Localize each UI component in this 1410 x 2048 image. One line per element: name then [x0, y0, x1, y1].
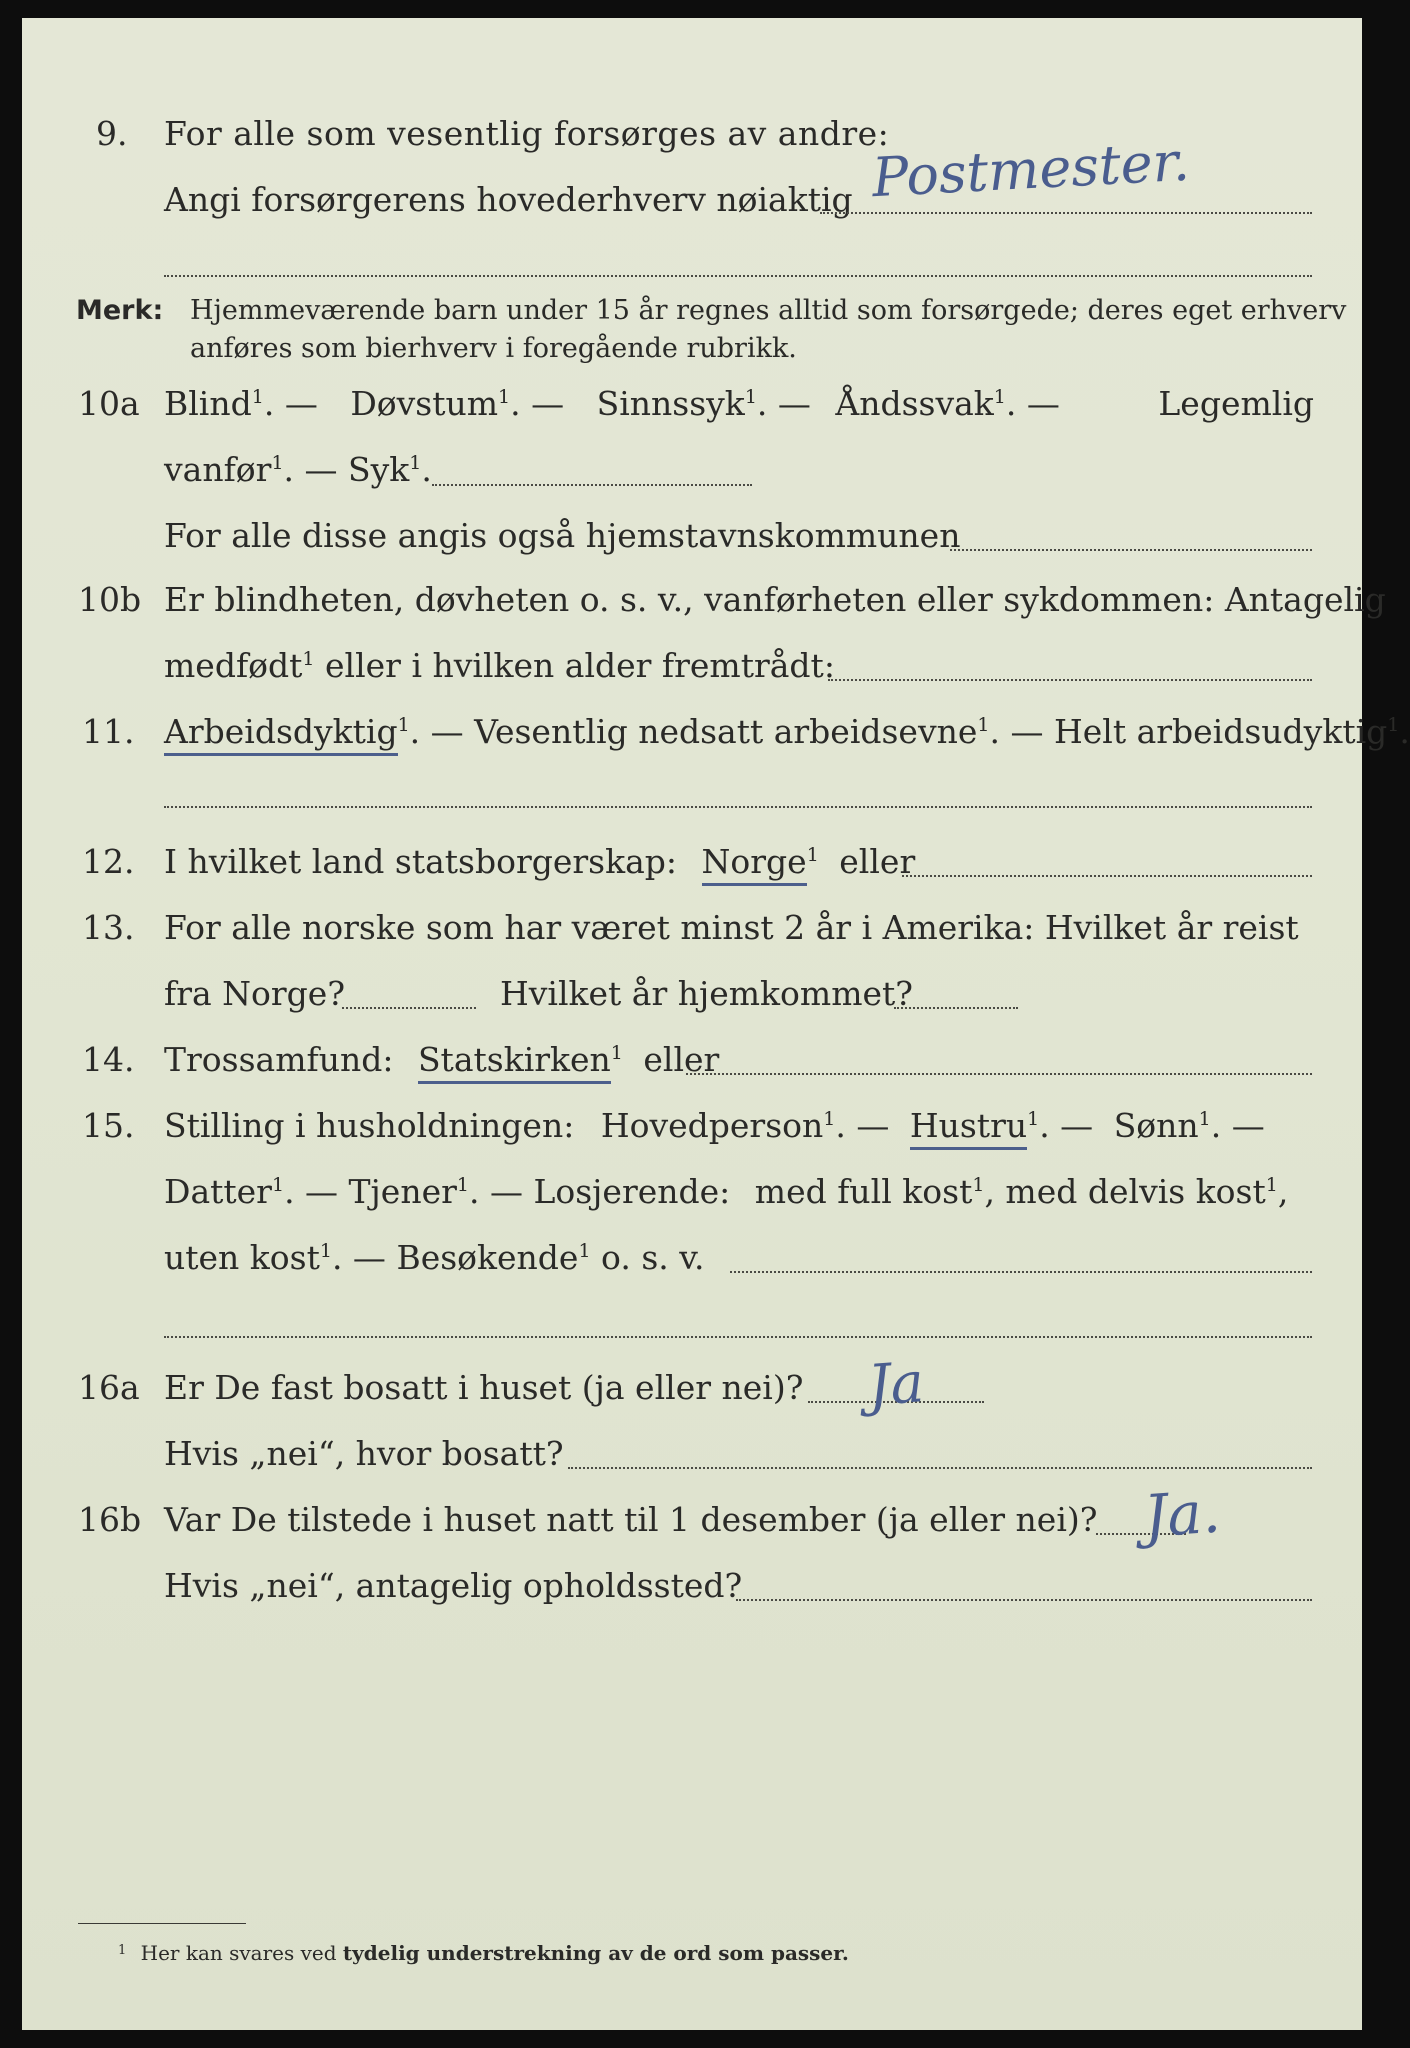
option-besokende: Besøkende — [396, 1238, 579, 1277]
option-hustru-underlined: Hustru — [910, 1106, 1027, 1150]
q13-number: 13. — [82, 908, 135, 947]
q13-fra: fra Norge? — [164, 974, 346, 1013]
q10b-line2: medfødt$^1$ eller i hvilken alder fremtrådt: — [164, 646, 835, 685]
q10b-answer-line — [828, 679, 1312, 681]
option-sonn: Sønn — [1113, 1106, 1199, 1145]
q14-number: 14. — [82, 1040, 135, 1079]
footnote-rule — [78, 1923, 246, 1924]
option-vesentlig-nedsatt: Vesentlig nedsatt arbeidsevne — [474, 712, 978, 751]
option-vanfor: vanfør — [164, 450, 272, 489]
q14-line: Trossamfund: Statskirken$^1$ eller — [164, 1040, 719, 1080]
q15-answer-line — [730, 1271, 1312, 1273]
q16a-line1: Er De fast bosatt i huset (ja eller nei)? — [164, 1368, 804, 1407]
q10a-line2: vanfør$^1$. — Syk$^1$. — [164, 450, 432, 489]
q14-text: Trossamfund: — [164, 1040, 394, 1079]
merk-note — [76, 294, 1347, 364]
q9-number: 9. — [96, 114, 128, 153]
q16a-handwritten-answer: Ja — [865, 1350, 927, 1419]
q10a-number: 10a — [78, 384, 140, 423]
q15-number: 15. — [82, 1106, 135, 1145]
option-losjerende: Losjerende: — [533, 1172, 731, 1211]
option-andssvak: Åndssvak — [835, 384, 994, 423]
q10a-line3: For alle disse angis også hjemstavnskommunen — [164, 516, 961, 555]
q9-line2: Angi forsørgerens hovederhverv nøiaktig — [164, 180, 853, 219]
option-med-delvis-kost: med delvis kost — [1005, 1172, 1266, 1211]
q11-line: Arbeidsdyktig$^1$. — Vesentlig nedsatt arbeidsevne$^1$. — Helt arbeidsudyktig$^1$. — [164, 712, 1410, 752]
option-arbeidsdyktig-underlined: Arbeidsdyktig — [164, 712, 398, 756]
footnote-text-bold: tydelig understrekning av de ord som passer. — [342, 1941, 849, 1965]
q11-number: 11. — [82, 712, 135, 751]
option-medfodt: medfødt — [164, 646, 303, 685]
q12-eller: eller — [839, 842, 916, 881]
q15-line2: Datter$^1$. — Tjener$^1$. — Losjerende: med full kost$^1$, med delvis kost$^1$, — [164, 1172, 1289, 1211]
option-legemlig: Legemlig — [1158, 384, 1314, 423]
q10a-kommune-line — [950, 549, 1312, 551]
option-uten-kost: uten kost — [164, 1238, 320, 1277]
q9-answer-line — [820, 212, 1312, 214]
option-tjener: Tjener — [348, 1172, 457, 1211]
q9-line1: For alle som vesentlig forsørges av andre: — [164, 114, 890, 153]
q16b-number: 16b — [78, 1500, 142, 1539]
option-datter: Datter — [164, 1172, 272, 1211]
merk-label: Merk: — [76, 295, 164, 326]
q15-extra-line — [164, 1336, 1312, 1338]
q15-stilling: Stilling i husholdningen: — [164, 1106, 575, 1145]
q12-line: I hvilket land statsborgerskap: Norge$^1$ eller — [164, 842, 915, 882]
q16b-handwritten-answer: Ja. — [1141, 1477, 1223, 1551]
option-med-full-kost: med full kost — [754, 1172, 973, 1211]
q16a-number: 16a — [78, 1368, 140, 1407]
option-sinnssyk: Sinnssyk — [596, 384, 745, 423]
q13-fra-line — [342, 1007, 476, 1009]
q16b-line2: Hvis „nei“, antagelig opholdssted? — [164, 1566, 743, 1605]
option-helt-arbeidsudyktig: Helt arbeidsudyktig — [1053, 712, 1388, 751]
option-hovedperson: Hovedperson — [600, 1106, 824, 1145]
q16b-line1: Var De tilstede i huset natt til 1 desember (ja eller nei)? — [164, 1500, 1098, 1539]
q15-line1: Stilling i husholdningen: Hovedperson$^1$. — Hustru$^1$. — Sønn$^1$. — — [164, 1106, 1265, 1146]
q16a-bosatt-line — [568, 1467, 1312, 1469]
q11-extra-line — [164, 806, 1312, 808]
option-norge-underlined: Norge — [702, 842, 807, 886]
q14-answer-line — [686, 1073, 1312, 1075]
census-form-page — [22, 18, 1410, 2030]
option-blind: Blind — [164, 384, 252, 423]
q10b-number: 10b — [78, 580, 142, 619]
option-dovstum: Døvstum — [350, 384, 499, 423]
q9-handwritten-answer: Postmester. — [870, 129, 1192, 210]
q14-eller: eller — [643, 1040, 720, 1079]
q15-osv: o. s. v. — [601, 1238, 705, 1277]
q12-text: I hvilket land statsborgerskap: — [164, 842, 678, 881]
q9-extra-line — [164, 275, 1312, 277]
q13-hvilket: Hvilket år hjemkommet? — [500, 974, 913, 1013]
option-statskirken-underlined: Statskirken — [418, 1040, 611, 1084]
q13-hvilket-line — [894, 1007, 1018, 1009]
q10a-line1: Blind$^1$. — Døvstum$^1$. — Sinnssyk$^1$. — Åndssvak$^1$. — Legemlig — [164, 384, 1314, 423]
footnote-text-plain: Her kan svares ved — [140, 1941, 337, 1965]
footnote — [118, 1940, 849, 1966]
q16a-line2: Hvis „nei“, hvor bosatt? — [164, 1434, 564, 1473]
merk-line2: anføres som bierhverv i foregående rubrikk. — [190, 333, 797, 364]
q16b-opholdssted-line — [736, 1599, 1312, 1601]
footnote-mark: 1 — [118, 1943, 127, 1958]
q13-line1: For alle norske som har været minst 2 år i Amerika: Hvilket år reist — [164, 908, 1299, 947]
q10b-line2-rest: eller i hvilken alder fremtrådt: — [325, 646, 835, 685]
q15-line3: uten kost$^1$. — Besøkende$^1$ o. s. v. — [164, 1238, 705, 1277]
q12-answer-line — [902, 875, 1312, 877]
q12-number: 12. — [82, 842, 135, 881]
q10a-answer-line — [432, 484, 752, 486]
q10b-line1: Er blindheten, døvheten o. s. v., vanførheten eller sykdommen: Antagelig — [164, 580, 1386, 619]
option-syk: Syk — [348, 450, 410, 489]
merk-line1: Hjemmeværende barn under 15 år regnes alltid som forsørgede; deres eget erhverv — [190, 295, 1347, 326]
